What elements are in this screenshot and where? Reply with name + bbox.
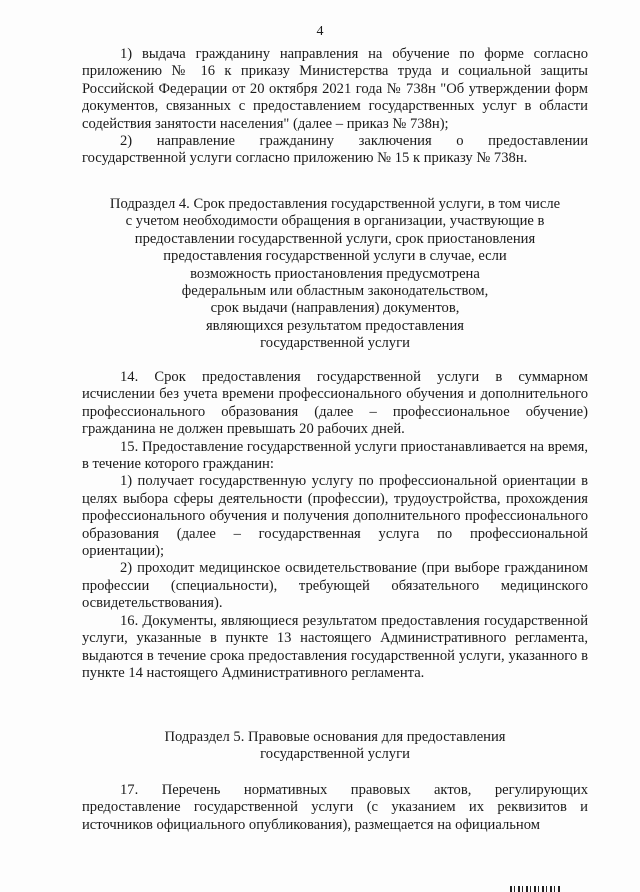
heading-line: федеральным или областным законодательством, [181,283,489,300]
paragraph-15-item-1: 1) получает государственную услугу по профессиональной ориентации в целях выбора сферы деятельности (профессии), трудоустройства, прохождения профессионального обучения и получения дополнительного профессионального образования (далее – государственная услуга по профессиональной ориентации); [82,473,588,560]
paragraph-15: 15. Предоставление государственной услуги приостанавливается на время, в течение которого гражданин: [82,438,588,473]
subsection-5-heading [82,729,588,764]
heading-line: срок выдачи (направления) документов, [210,300,460,317]
heading-line: предоставления государственной услуги в случае, если [163,248,507,265]
paragraph-item-1-referral: 1) выдача гражданину направления на обучение по форме согласно приложению № 16 к приказу Министерства труда и социальной защиты Российской Федерации от 20 октября 2021 года № 738н "Об утверждении форм документов, связанных с предоставлением государственных услуг в области содействия занятости населения" (далее – приказ № 738н); [82,46,588,132]
paragraph-14: 14. Срок предоставления государственной услуги в суммарном исчислении без учета времени профессионального обучения и дополнительного профессионального образования (далее – профессиональное обучение) гражданина не должен превышать 20 рабочих дней. [82,369,588,438]
heading-line: Подраздел 4. Срок предоставления государственной услуги, в том числе [109,196,561,212]
heading-line: возможность приостановления предусмотрена [190,265,480,282]
paragraph-15-item-2: 2) проходит медицинское освидетельствование (при выборе гражданином профессии (специальности), требующей обязательного медицинского освидетельствования). [82,560,588,612]
heading-line: с учетом необходимости обращения в организации, участвующие в [125,213,545,230]
subsection-4-heading [82,196,588,353]
paragraph-block-top [82,46,588,168]
heading-line: Подраздел 5. Правовые основания для предоставления [164,729,506,745]
scan-edge-marks [510,886,562,892]
paragraph-block-middle [82,369,588,682]
heading-line: государственной услуги [260,335,410,352]
paragraph-16: 16. Документы, являющиеся результатом предоставления государственной услуги, указанные в пункте 13 настоящего Административного регламента, выдаются в течение срока предоставления государственной услуги, указанного в пункте 14 настоящего Административного регламента. [82,612,588,681]
paragraph-item-2-conclusion: 2) направление гражданину заключения о предоставлении государственной услуги согласно приложению № 15 к приказу № 738н. [82,133,588,167]
paragraph-block-bottom [82,782,588,834]
heading-line: государственной услуги [260,746,410,763]
heading-line: являющихся результатом предоставления [205,317,465,334]
paragraph-17: 17. Перечень нормативных правовых актов, регулирующих предоставление государственной услуги (с указанием их реквизитов и источников официального опубликования), размещается на официальном [82,782,588,833]
page-number: 4 [316,24,324,39]
heading-line: предоставлении государственной услуги, срок приостановления [134,230,536,247]
